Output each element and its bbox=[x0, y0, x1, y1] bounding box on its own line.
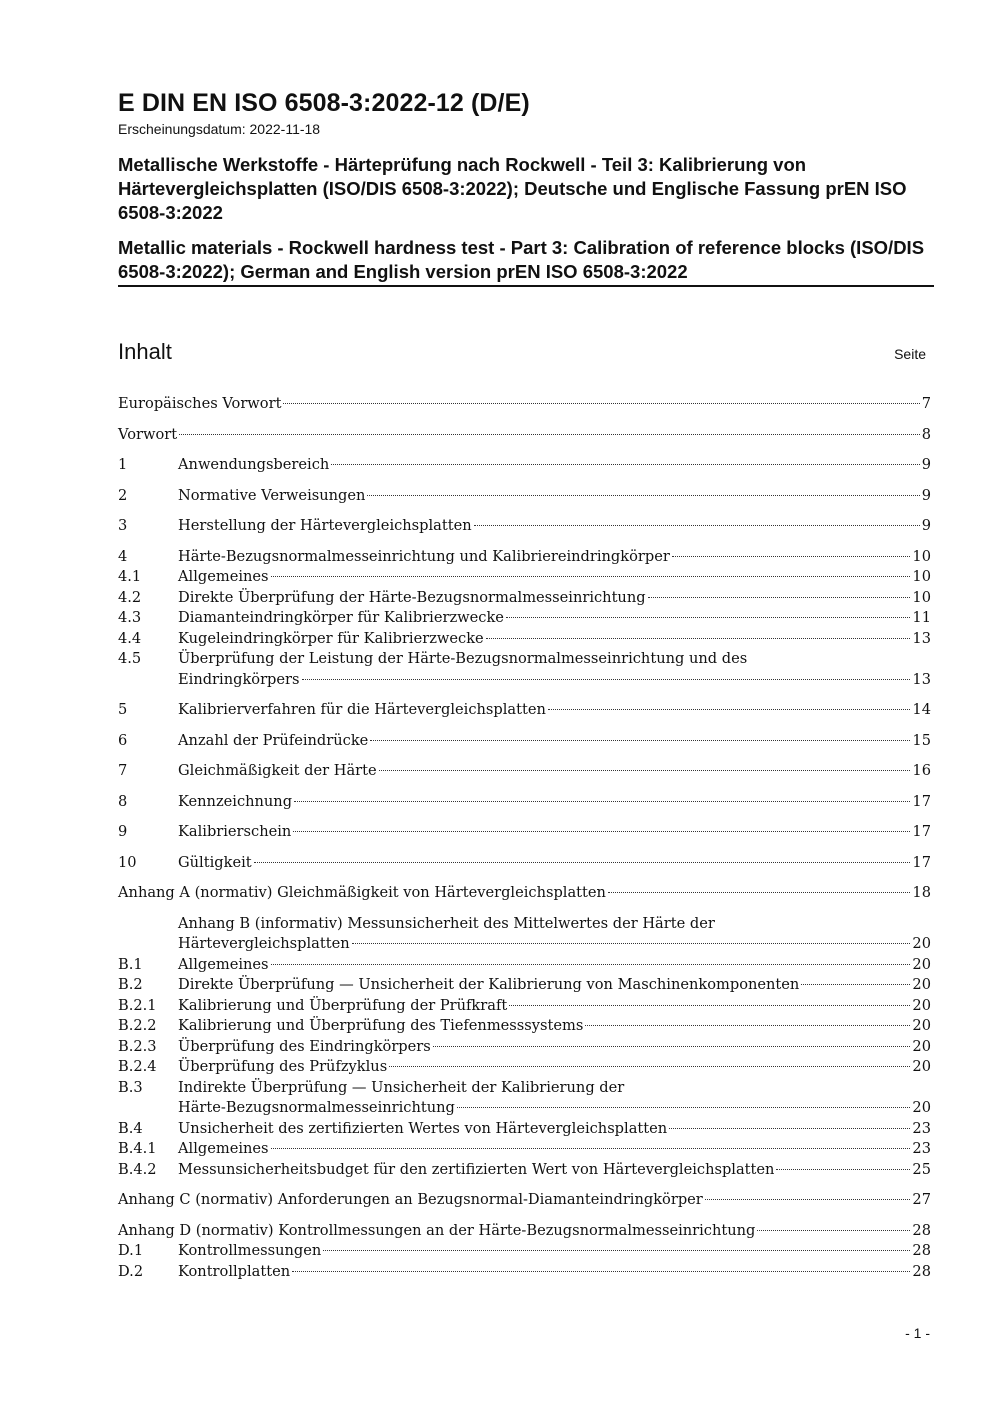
toc-entry-label: Herstellung der Härtevergleichsplatten bbox=[178, 517, 472, 534]
toc-leader-dots bbox=[705, 1199, 911, 1200]
toc-entry-number: D.2 bbox=[118, 1262, 144, 1280]
toc-entry[interactable] bbox=[118, 629, 931, 650]
toc-entry[interactable] bbox=[118, 761, 931, 782]
toc-entry-label: Kontrollplatten bbox=[178, 1262, 291, 1280]
toc-leader-dots bbox=[457, 1107, 911, 1108]
toc-entry-page: 28 bbox=[912, 1242, 931, 1259]
toc-leader-dots bbox=[293, 831, 910, 832]
toc-entry[interactable] bbox=[118, 1262, 931, 1283]
toc-entry-page: 23 bbox=[912, 1119, 931, 1137]
document-id: E DIN EN ISO 6508-3:2022-12 (D/E) bbox=[118, 89, 530, 117]
toc-entry-page: 13 bbox=[912, 670, 931, 688]
toc-entry-page: 10 bbox=[912, 547, 931, 565]
toc-entry-page: 9 bbox=[921, 456, 931, 473]
toc-entry-label: Kontrollmessungen bbox=[178, 1242, 322, 1259]
toc-entry-label: Gültigkeit bbox=[178, 853, 252, 871]
toc-entry-page: 20 bbox=[912, 1099, 931, 1116]
toc-entry-number: 4 bbox=[118, 547, 128, 565]
toc-leader-dots bbox=[648, 597, 911, 598]
toc-entry-label: Allgemeines bbox=[178, 568, 269, 585]
toc-leader-dots bbox=[370, 740, 910, 741]
toc-entry-label: Kugeleindringkörper für Kalibrierzwecke bbox=[178, 629, 484, 647]
toc-entry-label: Messunsicherheitsbudget für den zertifizierten Wert von Härtevergleichsplatten bbox=[178, 1160, 775, 1178]
toc-page-column-label: Seite bbox=[894, 346, 926, 362]
toc-title: Inhalt bbox=[118, 339, 172, 364]
toc-entry-label-continued: Härtevergleichsplatten bbox=[178, 935, 350, 952]
toc-leader-dots bbox=[548, 709, 911, 710]
toc-entry[interactable] bbox=[118, 731, 931, 752]
toc-entry-label: Unsicherheit des zertifizierten Wertes von Härtevergleichsplatten bbox=[178, 1119, 668, 1137]
toc-entry-number: B.2.4 bbox=[118, 1058, 157, 1075]
title-german: Metallische Werkstoffe - Härteprüfung nach Rockwell - Teil 3: Kalibrierung von Härtevergleichsplatten (ISO/DIS 6508-3:2022); Deutsche und Englische Fassung prEN ISO 6508-3:2022 bbox=[118, 154, 907, 223]
toc-entry-number: 7 bbox=[118, 762, 128, 779]
toc-entry-page: 15 bbox=[912, 731, 931, 749]
toc-entry[interactable] bbox=[118, 1190, 931, 1211]
toc-entry-page: 20 bbox=[912, 1058, 931, 1075]
toc-entry-page: 28 bbox=[912, 1262, 931, 1280]
toc-entry-page: 17 bbox=[912, 792, 931, 810]
table-of-contents bbox=[118, 394, 931, 1282]
toc-entry-page: 20 bbox=[912, 1037, 931, 1055]
toc-entry-number: 6 bbox=[118, 731, 128, 749]
toc-entry-number: 9 bbox=[118, 823, 128, 840]
toc-leader-dots bbox=[323, 1250, 910, 1251]
toc-leader-dots bbox=[801, 984, 910, 985]
toc-entry[interactable] bbox=[118, 516, 931, 537]
toc-leader-dots bbox=[367, 495, 919, 496]
toc-leader-dots bbox=[271, 1148, 911, 1149]
toc-entry[interactable] bbox=[118, 588, 931, 609]
toc-entry-continuation[interactable] bbox=[118, 934, 931, 955]
toc-entry[interactable] bbox=[118, 1037, 931, 1058]
toc-entry-page: 28 bbox=[912, 1221, 931, 1239]
toc-leader-dots bbox=[292, 1271, 910, 1272]
toc-entry[interactable] bbox=[118, 1119, 931, 1140]
toc-entry[interactable] bbox=[118, 1221, 931, 1242]
toc-leader-dots bbox=[672, 556, 911, 557]
toc-entry-number: B.4.1 bbox=[118, 1140, 157, 1157]
toc-entry-page: 20 bbox=[912, 1017, 931, 1034]
toc-entry-number: B.2 bbox=[118, 976, 143, 993]
toc-entry-page: 23 bbox=[912, 1140, 931, 1157]
toc-leader-dots bbox=[585, 1025, 910, 1026]
toc-entry[interactable] bbox=[118, 649, 931, 670]
toc-entry[interactable] bbox=[118, 394, 931, 415]
toc-entry-label: Überprüfung des Eindringkörpers bbox=[178, 1037, 431, 1055]
toc-entry-number: 3 bbox=[118, 517, 128, 534]
toc-entry-label: Kalibrierung und Überprüfung des Tiefenmesssystems bbox=[178, 1017, 584, 1034]
toc-leader-dots bbox=[389, 1066, 910, 1067]
toc-entry-label: Kalibrierschein bbox=[178, 823, 292, 840]
toc-entry[interactable] bbox=[118, 455, 931, 476]
toc-entry-label: Gleichmäßigkeit der Härte bbox=[178, 762, 377, 779]
toc-entry-label: Anhang A (normativ) Gleichmäßigkeit von Härtevergleichsplatten bbox=[118, 884, 606, 901]
toc-entry-number: D.1 bbox=[118, 1242, 144, 1259]
toc-entry-number: B.2.1 bbox=[118, 996, 157, 1014]
toc-leader-dots bbox=[669, 1128, 910, 1129]
toc-entry-page: 10 bbox=[912, 568, 931, 585]
toc-entry-page: 8 bbox=[921, 425, 931, 443]
toc-entry-number: 4.3 bbox=[118, 609, 142, 626]
toc-entry-number: 4.2 bbox=[118, 588, 142, 606]
page-header bbox=[118, 88, 934, 287]
toc-entry-label: Überprüfung der Leistung der Härte-Bezugsnormalmesseinrichtung und des bbox=[178, 650, 748, 667]
toc-entry-number: 1 bbox=[118, 456, 128, 473]
toc-entry-number: B.3 bbox=[118, 1078, 143, 1096]
toc-entry[interactable] bbox=[118, 955, 931, 976]
toc-entry[interactable] bbox=[118, 486, 931, 507]
toc-leader-dots bbox=[271, 964, 911, 965]
toc-entry[interactable] bbox=[118, 996, 931, 1017]
toc-leader-dots bbox=[506, 617, 910, 618]
toc-entry-number: B.2.2 bbox=[118, 1017, 157, 1034]
toc-entry-number: 4.4 bbox=[118, 629, 142, 647]
toc-entry[interactable] bbox=[118, 853, 931, 874]
toc-leader-dots bbox=[254, 862, 911, 863]
toc-entry-label: Vorwort bbox=[118, 425, 178, 443]
toc-entry[interactable] bbox=[118, 1057, 931, 1078]
page-number: - 1 - bbox=[905, 1325, 930, 1341]
toc-entry-page: 17 bbox=[912, 823, 931, 840]
toc-entry-number: 8 bbox=[118, 792, 128, 810]
toc-entry-label: Überprüfung des Prüfzyklus bbox=[178, 1058, 388, 1075]
toc-entry-label: Anhang D (normativ) Kontrollmessungen an der Härte-Bezugsnormalmesseinrichtung bbox=[118, 1221, 756, 1239]
toc-entry-page: 20 bbox=[912, 955, 931, 973]
toc-leader-dots bbox=[379, 770, 911, 771]
toc-entry-label: Direkte Überprüfung der Härte-Bezugsnormalmesseinrichtung bbox=[178, 588, 646, 606]
toc-entry-page: 7 bbox=[921, 395, 931, 412]
toc-entry-label: Allgemeines bbox=[178, 1140, 269, 1157]
toc-entry[interactable] bbox=[118, 1139, 931, 1160]
toc-entry-label: Normative Verweisungen bbox=[178, 486, 366, 504]
toc-entry[interactable] bbox=[118, 1016, 931, 1037]
toc-entry-label-continued: Eindringkörpers bbox=[178, 670, 300, 688]
toc-entry-page: 20 bbox=[912, 996, 931, 1014]
toc-entry-number: 4.1 bbox=[118, 568, 142, 585]
toc-entry[interactable] bbox=[118, 822, 931, 843]
toc-entry-label-continued: Härte-Bezugsnormalmesseinrichtung bbox=[178, 1099, 455, 1116]
toc-leader-dots bbox=[294, 801, 910, 802]
toc-leader-dots bbox=[509, 1005, 910, 1006]
toc-entry-label: Allgemeines bbox=[178, 955, 269, 973]
toc-entry-page: 10 bbox=[912, 588, 931, 606]
toc-entry-label: Anzahl der Prüfeindrücke bbox=[178, 731, 369, 749]
title-english: Metallic materials - Rockwell hardness test - Part 3: Calibration of reference blocks (ISO/DIS 6508-3:2022); German and English version prEN ISO 6508-3:2022 bbox=[118, 236, 934, 287]
toc-leader-dots bbox=[776, 1169, 910, 1170]
toc-entry-label: Anhang C (normativ) Anforderungen an Bezugsnormal-Diamanteindringkörper bbox=[118, 1191, 703, 1208]
toc-entry[interactable] bbox=[118, 700, 931, 721]
toc-leader-dots bbox=[608, 892, 910, 893]
toc-entry-page: 25 bbox=[912, 1160, 931, 1178]
toc-entry-continuation[interactable] bbox=[118, 1098, 931, 1119]
toc-entry-page: 9 bbox=[921, 486, 931, 504]
toc-entry-label: Kennzeichnung bbox=[178, 792, 293, 810]
toc-entry[interactable] bbox=[118, 883, 931, 904]
toc-entry-page: 17 bbox=[912, 853, 931, 871]
toc-entry-page: 16 bbox=[912, 762, 931, 779]
toc-leader-dots bbox=[302, 679, 911, 680]
toc-leader-dots bbox=[331, 464, 919, 465]
toc-entry-number: 4.5 bbox=[118, 650, 142, 667]
toc-entry[interactable] bbox=[118, 425, 931, 446]
toc-entry-continuation[interactable] bbox=[118, 670, 931, 691]
toc-entry-number: B.4.2 bbox=[118, 1160, 157, 1178]
toc-entry-label: Kalibrierverfahren für die Härtevergleichsplatten bbox=[178, 701, 546, 718]
toc-entry-number: B.1 bbox=[118, 955, 143, 973]
toc-entry-page: 27 bbox=[912, 1191, 931, 1208]
toc-entry-number: 2 bbox=[118, 486, 128, 504]
toc-entry[interactable] bbox=[118, 792, 931, 813]
toc-leader-dots bbox=[433, 1046, 911, 1047]
toc-entry-label: Diamanteindringkörper für Kalibrierzwecke bbox=[178, 609, 504, 626]
publication-date: Erscheinungsdatum: 2022-11-18 bbox=[118, 121, 321, 137]
toc-entry-label: Härte-Bezugsnormalmesseinrichtung und Kalibriereindringkörper bbox=[178, 547, 670, 565]
toc-header bbox=[118, 338, 926, 368]
toc-entry-page: 13 bbox=[912, 629, 931, 647]
toc-entry[interactable] bbox=[118, 1241, 931, 1262]
toc-entry[interactable] bbox=[118, 547, 931, 568]
toc-entry-number: 5 bbox=[118, 701, 128, 718]
toc-entry-page: 20 bbox=[912, 976, 931, 993]
toc-entry[interactable] bbox=[118, 975, 931, 996]
toc-entry-number: 10 bbox=[118, 853, 137, 871]
toc-entry-label: Anhang B (informativ) Messunsicherheit des Mittelwertes der Härte der bbox=[178, 914, 715, 932]
toc-leader-dots bbox=[352, 943, 911, 944]
toc-entry-label: Indirekte Überprüfung — Unsicherheit der Kalibrierung der bbox=[178, 1078, 625, 1096]
toc-entry-label: Anwendungsbereich bbox=[178, 456, 330, 473]
toc-entry-page: 11 bbox=[912, 609, 931, 626]
toc-entry-label: Europäisches Vorwort bbox=[118, 395, 282, 412]
toc-entry-page: 18 bbox=[912, 884, 931, 901]
toc-entry-label: Kalibrierung und Überprüfung der Prüfkraft bbox=[178, 996, 508, 1014]
toc-entry-page: 9 bbox=[921, 517, 931, 534]
toc-entry[interactable] bbox=[118, 608, 931, 629]
toc-entry[interactable] bbox=[118, 1160, 931, 1181]
toc-entry[interactable] bbox=[118, 1078, 931, 1099]
toc-entry-number: B.2.3 bbox=[118, 1037, 157, 1055]
toc-leader-dots bbox=[757, 1230, 910, 1231]
toc-entry[interactable] bbox=[118, 914, 931, 935]
toc-leader-dots bbox=[474, 525, 920, 526]
toc-leader-dots bbox=[283, 403, 919, 404]
toc-leader-dots bbox=[271, 576, 911, 577]
toc-entry[interactable] bbox=[118, 567, 931, 588]
toc-entry-page: 20 bbox=[912, 935, 931, 952]
toc-leader-dots bbox=[179, 434, 920, 435]
toc-entry-number: B.4 bbox=[118, 1119, 143, 1137]
toc-entry-label: Direkte Überprüfung — Unsicherheit der Kalibrierung von Maschinenkomponenten bbox=[178, 976, 800, 993]
toc-leader-dots bbox=[486, 638, 911, 639]
toc-entry-page: 14 bbox=[912, 701, 931, 718]
